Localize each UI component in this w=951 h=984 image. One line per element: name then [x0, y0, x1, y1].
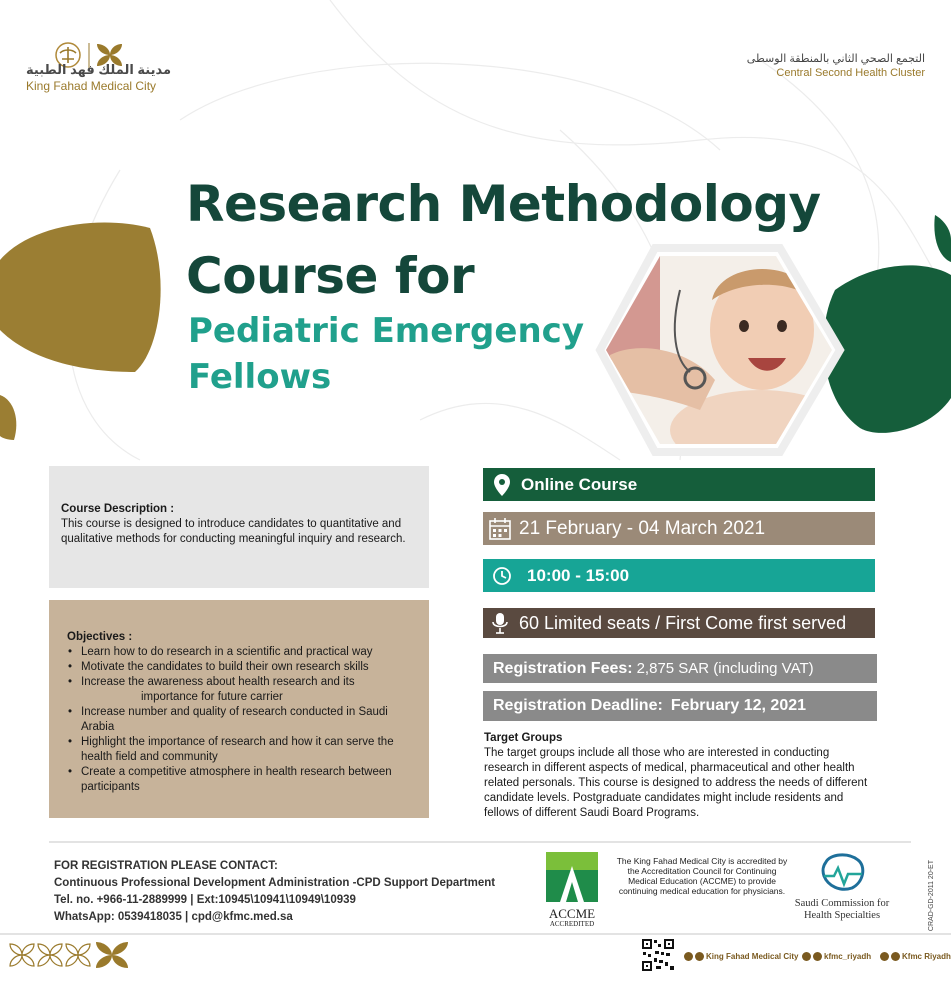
course-subtitle [188, 308, 608, 400]
leaf-pattern-logo [8, 940, 132, 970]
online-course-bar [483, 468, 875, 501]
course-description-body: This course is designed to introduce candidates to quantitative and qualitative methods for conducting meaningful inquiry and research. [61, 518, 406, 545]
list-item: • Increase number and quality of research conducted in Saudi Arabia [79, 705, 413, 735]
accreditation-statement: The King Fahad Medical City is accredited by the Accreditation Council for Continuing Medical Education (ACCME) to provide continuing medical education for physicians. [616, 856, 788, 896]
snapchat-icon [813, 952, 822, 961]
list-item: • Highlight the importance of research and how it can serve the health field and community [79, 735, 413, 765]
course-subtitle-line2: Fellows [188, 357, 332, 397]
kfmc-name-english: King Fahad Medical City [26, 79, 157, 93]
list-item: • Motivate the candidates to build their own research skills [79, 660, 413, 675]
course-subtitle-line1: Pediatric Emergency [188, 311, 584, 351]
microphone-icon [489, 612, 511, 634]
course-title [186, 168, 826, 312]
document-code: CRAD-GD-2011 20-ET [928, 860, 935, 932]
location-pin-icon [491, 474, 513, 496]
target-groups [484, 731, 876, 821]
registration-contact [54, 858, 495, 926]
social-facebook[interactable] [880, 952, 951, 961]
registration-deadline-label: Registration Deadline: [493, 697, 663, 714]
objectives-list [67, 645, 413, 795]
course-dates-bar [483, 512, 875, 545]
social-web[interactable] [684, 952, 798, 961]
registration-telephone: Tel. no. +966-11-2889999 | Ext:10945\10941\10949\10939 [54, 894, 356, 906]
registration-deadline-value: February 12, 2021 [670, 697, 807, 714]
course-title-line1: Research Methodology [186, 175, 821, 233]
social-facebook-label: Kfmc Riyadh [902, 952, 951, 961]
cluster-name-arabic: التجمع الصحي الثاني بالمنطقة الوسطى [746, 53, 925, 65]
registration-fees-bar [483, 654, 877, 683]
footer-divider [49, 841, 911, 843]
registration-department: Continuous Professional Development Administration -CPD Support Department [54, 877, 496, 889]
course-title-line2: Course for [186, 247, 475, 305]
course-description-heading: Course Description : [61, 503, 175, 515]
list-item: • Increase the awareness about health research and its [79, 675, 413, 690]
course-description-box [49, 466, 429, 588]
online-course-label: Online Course [521, 474, 638, 494]
clock-icon [491, 565, 513, 587]
list-item: • Learn how to do research in a scientific and practical way [79, 645, 413, 660]
registration-fees-label: Registration Fees: [493, 659, 633, 677]
objectives-box [49, 600, 429, 818]
instagram-icon [695, 952, 704, 961]
globe-icon [684, 952, 693, 961]
twitter-icon [802, 952, 811, 961]
accme-label: ACCME [548, 906, 596, 921]
objectives-heading: Objectives : [67, 631, 133, 643]
accme-emblem-icon [546, 852, 598, 902]
youtube-icon [880, 952, 889, 961]
accme-sublabel: ACCREDITED [549, 920, 595, 928]
course-dates-label: 21 February - 04 March 2021 [519, 517, 766, 539]
social-twitter[interactable] [802, 952, 871, 961]
scfhs-name: Saudi Commission for Health Specialties [794, 898, 890, 921]
social-twitter-label: kfmc_riyadh [824, 952, 872, 961]
scfhs-logo-icon [818, 852, 868, 894]
seats-bar [483, 608, 875, 638]
course-time-label: 10:00 - 15:00 [527, 565, 630, 585]
list-item-continuation: importance for future carrier [141, 691, 283, 703]
list-item: • Create a competitive atmosphere in health research between participants [79, 765, 413, 795]
registration-whatsapp-email: WhatsApp: 0539418035 | cpd@kfmc.med.sa [54, 911, 293, 923]
course-time-bar [483, 559, 875, 592]
target-groups-body: The target groups include all those who are interested in conducting research in different aspects of medical, pharmaceutical and other health related personals. This course is designed to address the needs of different candidate levels. Postgraduate candidates might include residents and fellows of different Saudi Board Programs. [484, 747, 868, 819]
registration-heading: FOR REGISTRATION PLEASE CONTACT: [54, 860, 278, 872]
facebook-icon [891, 952, 900, 961]
accme-logo [546, 852, 598, 928]
cluster-name-english: Central Second Health Cluster [776, 67, 925, 79]
registration-fees-value: 2,875 SAR (including VAT) [636, 660, 814, 677]
bottom-divider [0, 933, 951, 935]
kfmc-name-arabic: مدينة الملك فهد الطبية [26, 62, 172, 77]
seats-label: 60 Limited seats / First Come first served [519, 612, 847, 633]
qr-code-icon [641, 938, 675, 972]
target-groups-heading: Target Groups [484, 732, 563, 744]
social-web-label: King Fahad Medical City [706, 952, 799, 961]
calendar-icon [489, 518, 511, 540]
registration-deadline-bar [483, 691, 877, 721]
